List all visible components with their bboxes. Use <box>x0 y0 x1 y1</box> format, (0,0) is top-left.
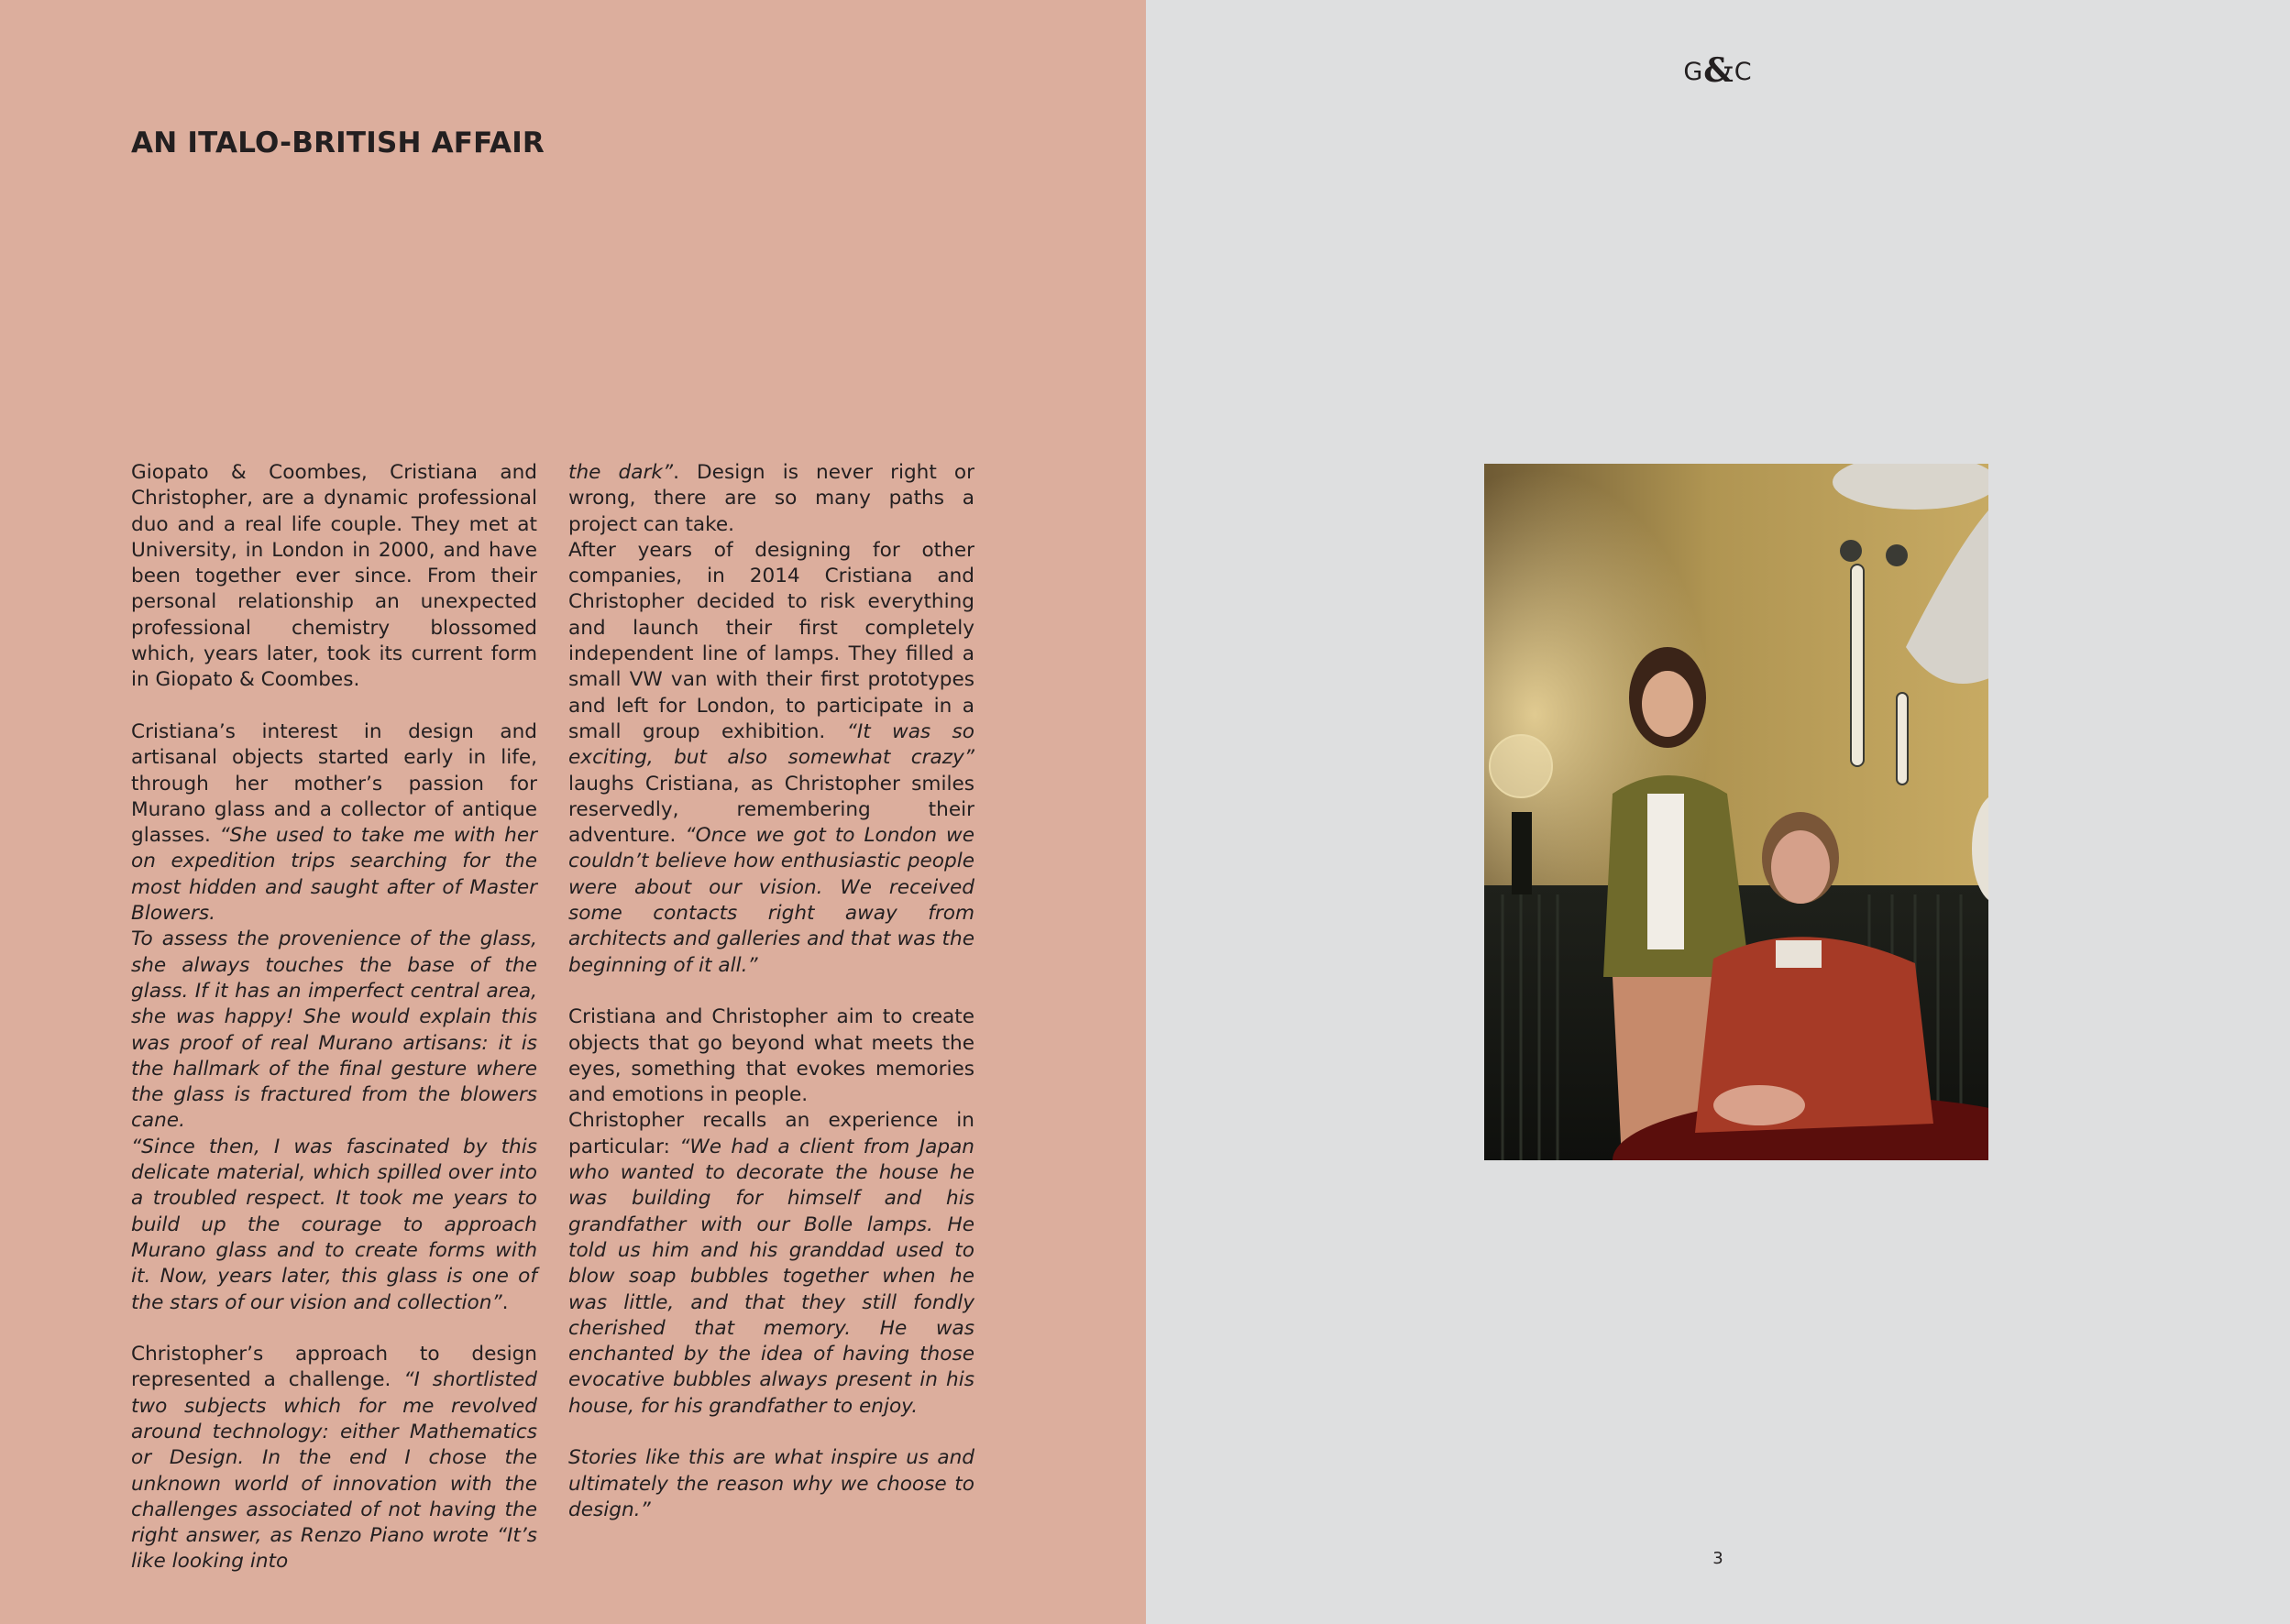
paragraph <box>568 460 974 538</box>
body-text: Christopher recalls an experience in particular: <box>568 1109 974 1158</box>
paragraph <box>131 927 537 1134</box>
quote-text: To assess the provenience of the glass, she always touches the base of the glass. If it has an imperfect central area, she was happy! She would explain this was proof of real Murano artisans: it is the hallmark of the final gesture where the glass is fractured from the blowers cane. <box>131 927 537 1133</box>
body-text: Cristiana’s interest in design and artisanal objects started early in life, through her mother’s passion for Murano glass and a collector of antique glasses. <box>131 719 537 848</box>
quote-text: “I shortlisted two subjects which for me revolved around technology: either Mathematics or Design. In the end I chose the unknown world of innovation with the challenges associated of not having the right answer, as Renzo Piano wrote “It’s like looking into <box>131 1368 537 1574</box>
logo-letter-c: C <box>1734 58 1753 86</box>
paragraph <box>568 1445 974 1523</box>
paragraph <box>131 719 537 927</box>
quote-text: “Once we got to London we couldn’t believe how enthusiastic people were about our vision. We received some contacts right away from architects and galleries and that was the beginning of it all.” <box>568 824 974 977</box>
body-text: . <box>501 1290 509 1314</box>
paragraph <box>131 1135 537 1316</box>
paragraph <box>131 1342 537 1575</box>
quote-text: “It was so exciting, but also somewhat crazy” <box>568 719 974 770</box>
brand-logo <box>1146 51 2290 90</box>
body-text: . Design is never right or wrong, there are so many paths a project can take. <box>568 461 975 536</box>
quote-text: “She used to take me with her on expedition trips searching for the most hidden and saught after of Master Blowers. <box>131 824 537 926</box>
portrait-photo <box>1484 464 1988 1160</box>
body-text: Christopher’s approach to design represented a challenge. <box>131 1343 537 1392</box>
quote-text: the dark” <box>568 461 674 484</box>
quote-text: “We had a client from Japan who wanted to decorate the house he was building for himself and his grandfather with our Bolle lamps. He told us him and his granddad used to blow soap bubbles together when he was little, and that they still fondly cherished that memory. He was enchanted by the idea of having those evocative bubbles always present in his house, for his grandfather to enjoy. <box>568 1135 974 1418</box>
text-column-1 <box>131 460 537 1575</box>
paragraph <box>131 460 537 694</box>
body-text: laughs Cristiana, as Christopher smiles reservedly, remembering their adventure. <box>568 772 974 848</box>
paragraph <box>568 1108 974 1420</box>
body-text: Cristiana and Christopher aim to create objects that go beyond what meets the eyes, something that evokes memories and emotions in people. <box>568 1005 974 1107</box>
right-page <box>1146 0 2290 1624</box>
logo-ampersand: & <box>1703 51 1734 90</box>
quote-text: Stories like this are what inspire us and ultimately the reason why we choose to design.” <box>568 1446 974 1521</box>
paragraph <box>568 1004 974 1108</box>
quote-text: “Since then, I was fascinated by this delicate material, which spilled over into a troubled respect. It took me years to build up the courage to approach Murano glass and to create forms with it. Now, years later, this glass is one of the stars of our vision and collection” <box>131 1135 537 1314</box>
text-column-2 <box>568 460 974 1523</box>
paragraph <box>568 538 974 979</box>
page-number: 3 <box>1712 1549 1723 1568</box>
logo-letter-g: G <box>1683 58 1704 86</box>
body-text: Giopato & Coombes, Cristiana and Christopher, are a dynamic professional duo and a real life couple. They met at University, in London in 2000, and have been together ever since. From their personal relationship an unexpected professional chemistry blossomed which, years later, took its current form in Giopato & Coombes. <box>131 461 537 692</box>
body-text: After years of designing for other companies, in 2014 Cristiana and Christopher decided to risk everything and launch their first completely independent line of lamps. They filled a small VW van with their first prototypes and left for London, to participate in a small group exhibition. <box>568 538 974 743</box>
article-heading: AN ITALO-BRITISH AFFAIR <box>131 126 545 159</box>
